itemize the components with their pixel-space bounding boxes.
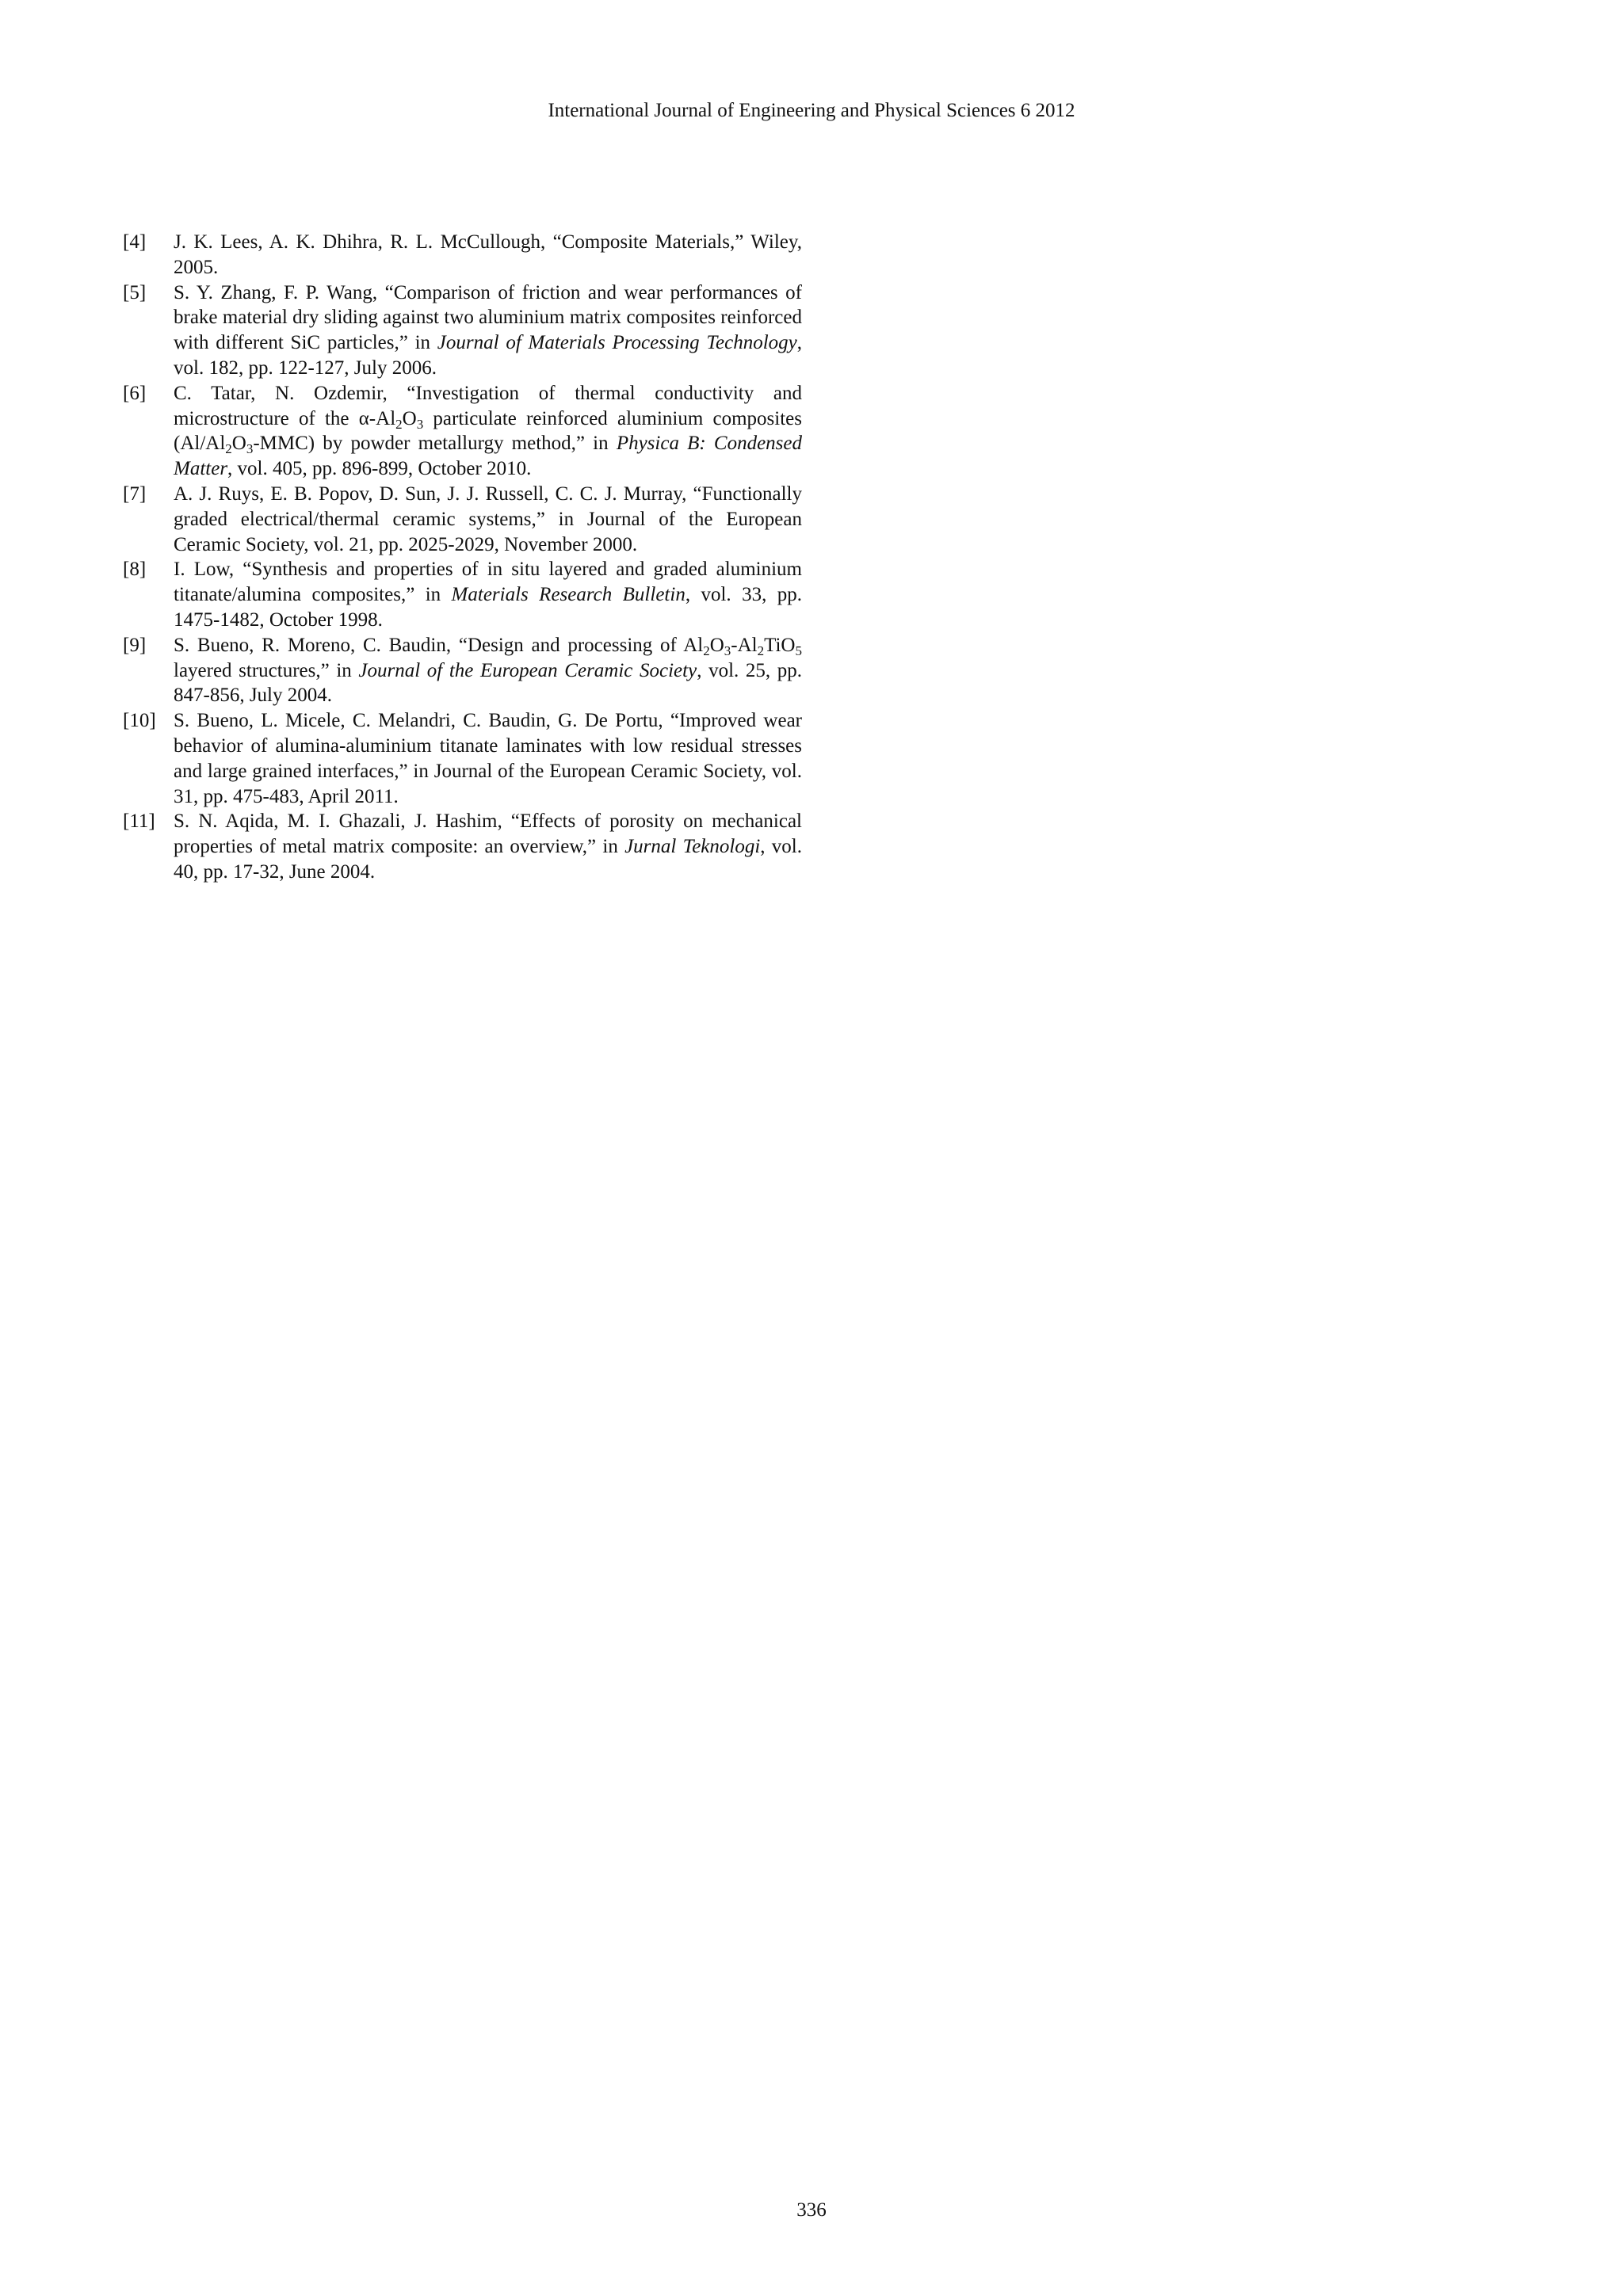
text-run: O	[231, 433, 246, 455]
text-run: C. Tatar, N. Ozdemir, “Investigation of thermal conductivity and microstructure of the α-Al	[174, 382, 802, 429]
reference-text	[174, 810, 802, 883]
text-run: S. Bueno, R. Moreno, C. Baudin, “Design and processing of Al	[174, 634, 704, 656]
reference-list	[123, 230, 802, 885]
text-run: layered structures,” in	[174, 659, 359, 681]
text-run: O	[402, 407, 417, 429]
text-run: , vol. 25, pp. 847-856, July 2004.	[174, 659, 802, 707]
reference-number: [5]	[123, 281, 147, 303]
text-run: -MMC) by powder metallurgy method,” in	[253, 433, 617, 455]
subscript: 2	[395, 416, 403, 432]
reference-item	[123, 708, 802, 809]
reference-item	[123, 809, 802, 884]
italic-title: Journal of Materials Processing Technology	[437, 332, 797, 354]
reference-number: [9]	[123, 634, 147, 656]
text-run: S. N. Aqida, M. I. Ghazali, J. Hashim, “Effects of porosity on mechanical properties of metal matrix composite: an overview,” in	[174, 810, 802, 858]
text-run: , vol. 405, pp. 896-899, October 2010.	[227, 458, 532, 480]
reference-text	[174, 559, 802, 631]
reference-text	[174, 483, 802, 555]
text-run: S. Bueno, L. Micele, C. Melandri, C. Baudin, G. De Portu, “Improved wear behavior of alumina-aluminium titanate laminates with low residual stresses and large grained interfaces,” in Journal of the European Ceramic Society, vol. 31, pp. 475-483, April 2011.	[174, 710, 802, 807]
reference-number: [6]	[123, 382, 147, 404]
text-run: I. Low, “Synthesis and properties of in situ layered and graded aluminium titanate/alumina composites,” in	[174, 559, 802, 606]
reference-text	[174, 710, 802, 807]
reference-text	[174, 282, 802, 379]
text-run: particulate reinforced aluminium composites (Al/Al	[174, 407, 802, 455]
reference-item	[123, 633, 802, 708]
italic-title: Physica B: Condensed Matter	[174, 433, 802, 480]
reference-number: [10]	[123, 710, 156, 732]
subscript: 3	[416, 416, 424, 432]
reference-text	[174, 231, 802, 278]
text-run: , vol. 33, pp. 1475-1482, October 1998.	[174, 584, 802, 631]
reference-item	[123, 230, 802, 280]
reference-number: [7]	[123, 482, 147, 505]
text-run: J. K. Lees, A. K. Dhihra, R. L. McCullough, “Composite Materials,” Wiley, 2005.	[174, 231, 802, 278]
reference-item	[123, 280, 802, 381]
text-run: A. J. Ruys, E. B. Popov, D. Sun, J. J. Russell, C. C. J. Murray, “Functionally graded electrical/thermal ceramic systems,” in Journal of the European Ceramic Society, vol. 21, pp. 2025-2029, November 2000.	[174, 482, 802, 555]
reference-item	[123, 482, 802, 557]
italic-title: Jurnal Teknologi	[624, 836, 761, 858]
subscript: 3	[724, 643, 731, 658]
text-run: TiO	[764, 634, 796, 656]
text-run: , vol. 182, pp. 122-127, July 2006.	[174, 332, 802, 379]
reference-text	[174, 635, 802, 707]
reference-text	[174, 383, 802, 479]
italic-title: Materials Research Bulletin	[451, 584, 685, 606]
running-header: International Journal of Engineering and Physical Sciences 6 2012	[548, 100, 1075, 121]
subscript: 2	[757, 643, 765, 658]
text-run: -Al	[731, 634, 758, 656]
subscript: 3	[246, 441, 254, 457]
text-run: O	[709, 634, 724, 656]
reference-number: [11]	[123, 810, 155, 833]
italic-title: Journal of the European Ceramic Society	[358, 659, 697, 681]
subscript: 5	[795, 643, 802, 658]
text-run: , vol. 40, pp. 17-32, June 2004.	[174, 836, 802, 883]
page-number: 336	[796, 2199, 827, 2221]
subscript: 2	[225, 441, 232, 457]
reference-number: [8]	[123, 559, 147, 581]
text-run: S. Y. Zhang, F. P. Wang, “Comparison of friction and wear performances of brake material dry sliding against two aluminium matrix composites reinforced with different SiC particles,” in	[174, 281, 802, 354]
reference-number: [4]	[123, 231, 147, 253]
subscript: 2	[703, 643, 710, 658]
reference-item	[123, 557, 802, 632]
reference-item	[123, 381, 802, 482]
